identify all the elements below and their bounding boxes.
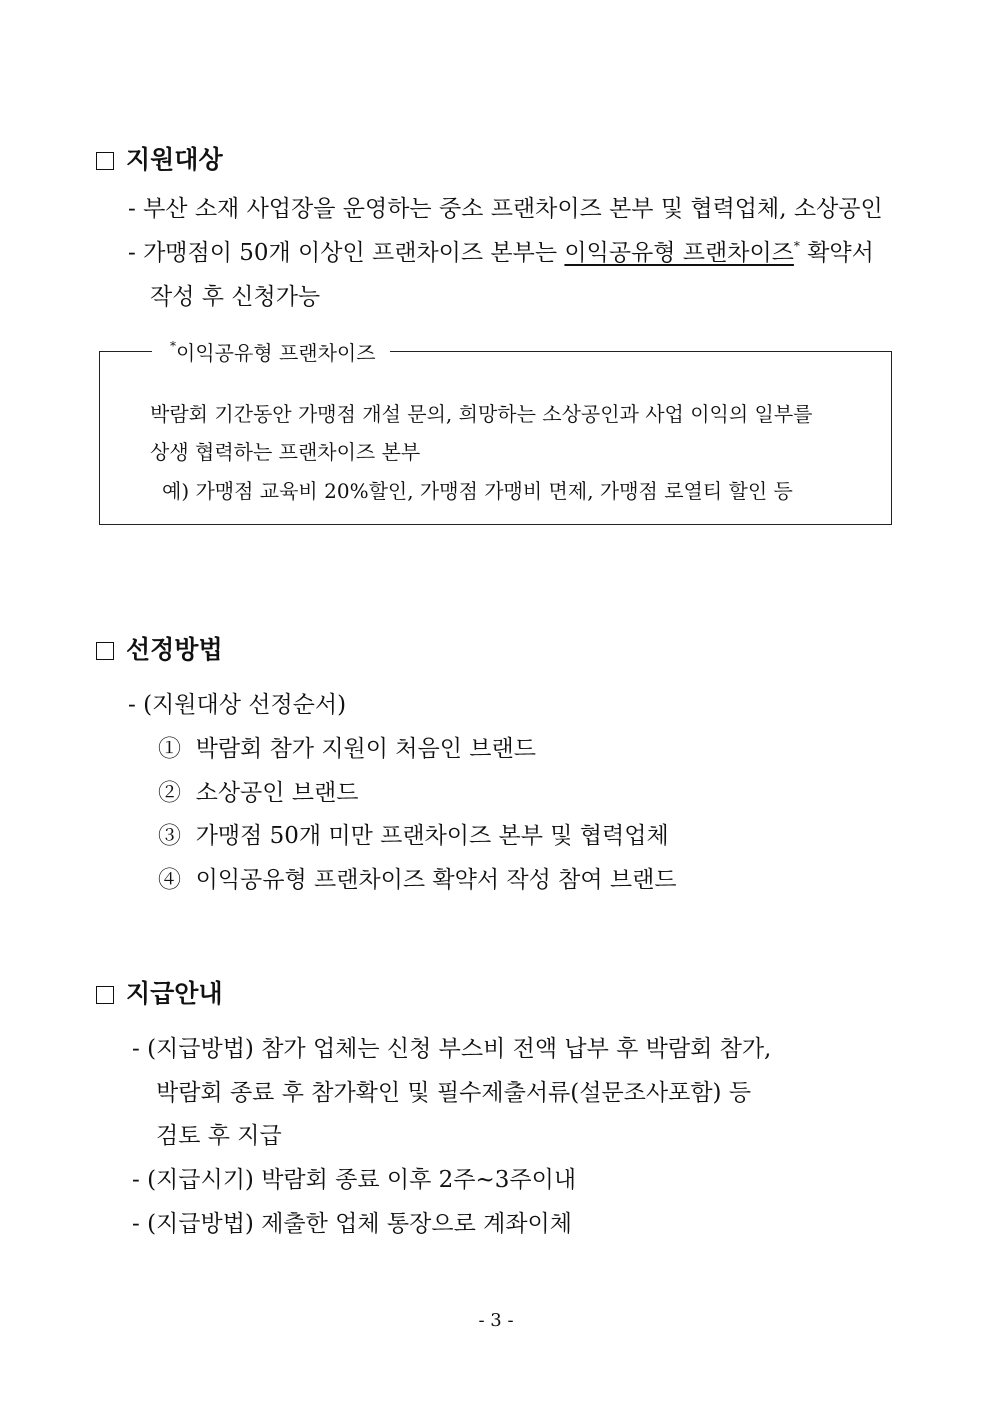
selection-intro: - (지원대상 선정순서) xyxy=(128,692,347,718)
selection-item-1: ① 박람회 참가 지원이 처음인 브랜드 xyxy=(158,736,536,762)
support-target-line-1: - 부산 소재 사업장을 운영하는 중소 프랜차이즈 본부 및 협력업체, 소상공인 xyxy=(128,196,883,222)
profit-sharing-underlined-term: 이익공유형 프랜차이즈 xyxy=(564,240,794,266)
section-title-payment-guide: 지급안내 xyxy=(96,974,223,1010)
support-target-line-2: - 가맹점이 50개 이상인 프랜차이즈 본부는 이익공유형 프랜차이즈* 확약서 xyxy=(128,239,874,266)
payment-line-5: - (지급방법) 제출한 업체 통장으로 계좌이체 xyxy=(132,1211,572,1237)
note-line-2: 상생 협력하는 프랜차이즈 본부 xyxy=(150,440,421,464)
payment-line-2: 박람회 종료 후 참가확인 및 필수제출서류(설문조사포함) 등 xyxy=(156,1080,752,1106)
note-line-1: 박람회 기간동안 가맹점 개설 문의, 희망하는 소상공인과 사업 이익의 일부를 xyxy=(150,402,813,426)
footnote-asterisk: * xyxy=(793,239,800,253)
note-box-label: *이익공유형 프랜차이즈 xyxy=(152,337,390,366)
note-line-3: 예) 가맹점 교육비 20%할인, 가맹점 가맹비 면제, 가맹점 로열티 할인 등 xyxy=(162,479,793,503)
selection-item-4: ④ 이익공유형 프랜차이즈 확약서 작성 참여 브랜드 xyxy=(158,867,677,893)
support-target-line-3: 작성 후 신청가능 xyxy=(150,284,321,310)
checkbox-square-icon xyxy=(96,642,114,660)
payment-line-3: 검토 후 지급 xyxy=(156,1123,282,1149)
checkbox-square-icon xyxy=(96,986,114,1004)
selection-item-2: ② 소상공인 브랜드 xyxy=(158,780,359,806)
payment-line-1: - (지급방법) 참가 업체는 신청 부스비 전액 납부 후 박람회 참가, xyxy=(132,1036,772,1062)
page-number: - 3 - xyxy=(478,1310,514,1331)
checkbox-square-icon xyxy=(96,152,114,170)
section-title-support-target: 지원대상 xyxy=(96,140,223,176)
payment-line-4: - (지급시기) 박람회 종료 이후 2주~3주이내 xyxy=(132,1167,577,1193)
selection-item-3: ③ 가맹점 50개 미만 프랜차이즈 본부 및 협력업체 xyxy=(158,823,669,849)
section-title-selection-method: 선정방법 xyxy=(96,630,223,666)
